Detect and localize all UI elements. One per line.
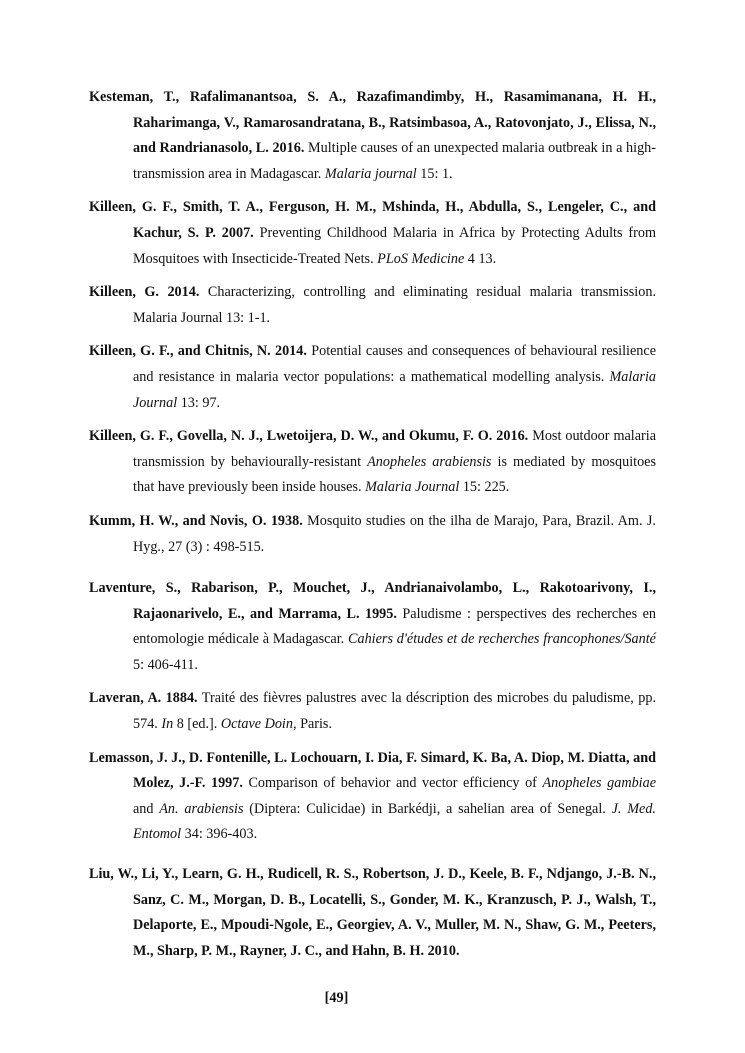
- reference-authors: Killeen, G. 2014.: [89, 284, 200, 301]
- reference-text: 34: 396-403.: [181, 826, 258, 843]
- reference-journal: PLoS Medicine: [377, 250, 465, 267]
- reference-species: Anopheles gambiae: [542, 775, 656, 792]
- reference-text: Characterizing, controlling and eliminating residual malaria transmission. Malaria Journal 13: 1-1.: [133, 284, 656, 326]
- reference-authors: Killeen, G. F., and Chitnis, N. 2014.: [89, 343, 307, 360]
- reference-text: Preventing Childhood Malaria in Africa by Protecting Adults from Mosquitoes with Insecticide-Treated Nets.: [133, 224, 656, 267]
- reference-text: Comparison of behavior and vector efficiency of: [242, 775, 543, 792]
- reference-authors: Laveran, A. 1884.: [89, 690, 198, 707]
- reference-text: (Diptera: Culicidae) in Barkédji, a sahelian area of Senegal.: [243, 800, 612, 817]
- reference-authors: Kesteman, T., Rafalimanantsoa, S. A., Razafimandimby, H., Rasamimanana, H. H., Raharimanga, V., Ramarosandratana, B., Ratsimbasoa, A., Ratovonjato, J., Elissa, N., and Randrianasolo, L. 2016.: [89, 89, 656, 157]
- reference-entry: [89, 686, 656, 737]
- reference-text: Paludisme : perspectives des recherches en entomologie médicale à Madagascar.: [133, 605, 656, 648]
- reference-in: In: [161, 716, 174, 733]
- reference-journal: Malaria Journal: [133, 368, 656, 411]
- reference-entry: [89, 576, 656, 678]
- reference-journal: Cahiers d'études et de recherches francophones/Santé: [348, 631, 656, 648]
- reference-text: Multiple causes of an unexpected malaria outbreak in a high-transmission area in Madagascar.: [133, 140, 656, 182]
- reference-entry: [89, 746, 656, 848]
- reference-journal: J. Med. Entomol: [133, 800, 656, 843]
- reference-species: Anopheles arabiensis: [367, 453, 492, 470]
- reference-entry: [89, 424, 656, 501]
- reference-text: 4 13.: [464, 250, 497, 267]
- reference-text: Traité des fièvres palustres avec la déscription des microbes du paludisme, pp. 574.: [133, 690, 656, 733]
- reference-journal: Malaria Journal: [365, 479, 460, 496]
- reference-authors: Liu, W., Li, Y., Learn, G. H., Rudicell, R. S., Robertson, J. D., Keele, B. F., Ndjango, J.-B. N., Sanz, C. M., Morgan, D. B., Locatelli, S., Gonder, M. K., Kranzusch, P. J., Walsh, T., Delaporte, E., Mpoudi-Ngole, E., Georgiev, A. V., Muller, M. N., Shaw, G. M., Peeters, M., Sharp, P. M., Rayner, J. C., and Hahn, B. H. 2010.: [89, 866, 656, 959]
- reference-text: 13: 97.: [177, 394, 221, 411]
- reference-text: 5: 406-411.: [133, 656, 198, 673]
- reference-text: 15: 225.: [459, 479, 510, 496]
- reference-authors: Killeen, G. F., Govella, N. J., Lwetoijera, D. W., and Okumu, F. O. 2016.: [89, 428, 529, 445]
- reference-entry: [89, 339, 656, 416]
- reference-entry: [89, 509, 656, 560]
- reference-text: Mosquito studies on the ilha de Marajo, Para, Brazil. Am. J. Hyg., 27 (3) : 498-515.: [133, 512, 656, 555]
- reference-text: 8 [ed.].: [173, 716, 221, 733]
- reference-text: 15: 1.: [416, 165, 453, 182]
- reference-entry: [89, 195, 656, 272]
- reference-list: [89, 85, 656, 972]
- reference-species: An. arabiensis: [159, 800, 244, 817]
- reference-entry: [89, 280, 656, 331]
- reference-authors: Lemasson, J. J., D. Fontenille, L. Lochouarn, I. Dia, F. Simard, K. Ba, A. Diop, M. Diatta, and Molez, J.-F. 1997.: [89, 749, 656, 792]
- reference-text: Potential causes and consequences of behavioural resilience and resistance in malaria vector populations: a mathematical modelling analysis.: [133, 343, 656, 385]
- reference-journal: Malaria journal: [324, 165, 417, 182]
- reference-text: , Paris.: [292, 716, 332, 733]
- reference-authors: Laventure, S., Rabarison, P., Mouchet, J., Andrianaivolambo, L., Rakotoarivony, I., Rajaonarivelo, E., and Marrama, L. 1995.: [89, 580, 656, 622]
- page-number: [0, 990, 745, 1007]
- reference-publisher: Octave Doin: [220, 716, 293, 733]
- page-number-label: [49]: [324, 990, 349, 1006]
- reference-authors: Killeen, G. F., Smith, T. A., Ferguson, H. M., Mshinda, H., Abdulla, S., Lengeler, C., and Kachur, S. P. 2007.: [89, 199, 656, 241]
- reference-entry: [89, 862, 656, 964]
- reference-text: is mediated by mosquitoes that have previously been inside houses.: [133, 453, 656, 496]
- reference-text: and: [133, 800, 160, 817]
- reference-text: Most outdoor malaria transmission by behaviourally-resistant: [133, 428, 656, 470]
- reference-entry: [89, 85, 656, 187]
- reference-authors: Kumm, H. W., and Novis, O. 1938.: [89, 512, 303, 529]
